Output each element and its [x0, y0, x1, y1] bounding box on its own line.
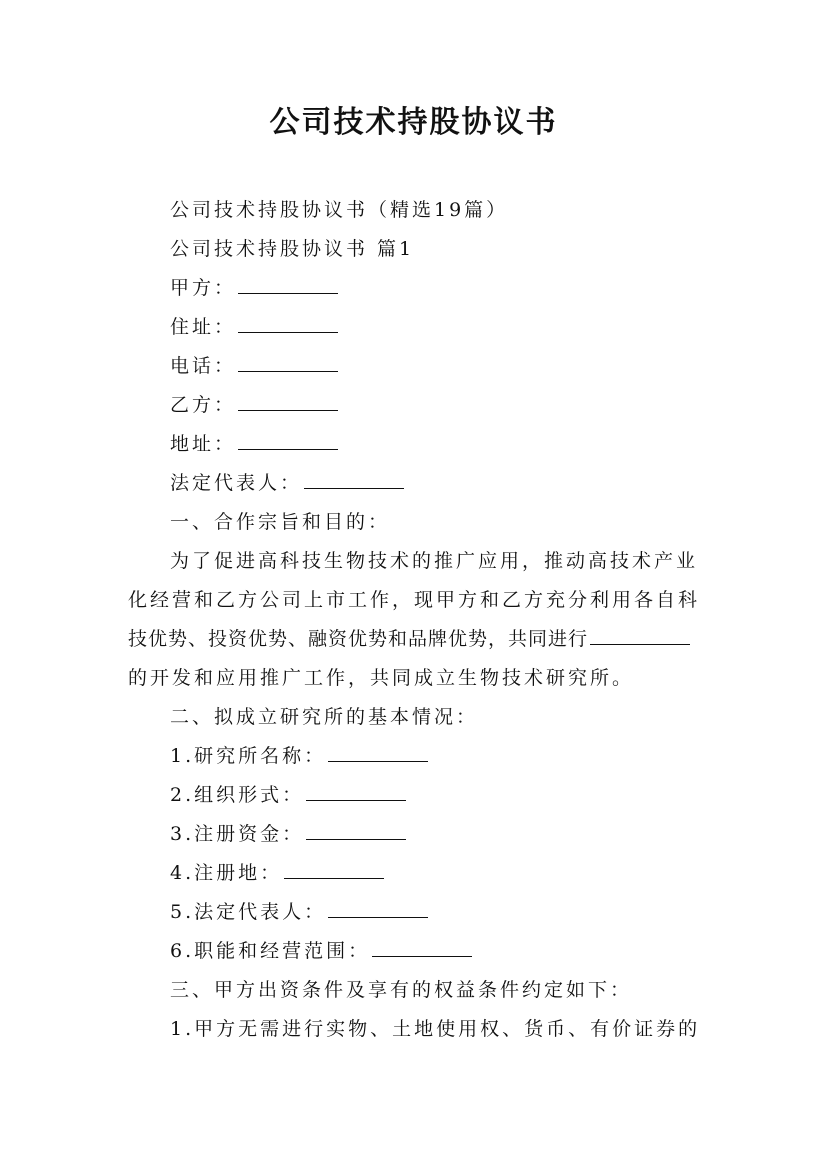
subtitle: 公司技术持股协议书（精选19篇）	[170, 199, 509, 221]
item6-blank	[372, 938, 472, 957]
item1-line	[170, 742, 428, 770]
clause3-item1: 1.甲方无需进行实物、土地使用权、货币、有价证券的	[170, 1018, 701, 1040]
legal-rep-blank	[304, 470, 404, 489]
document-title: 公司技术持股协议书	[269, 105, 558, 140]
phone-line	[170, 352, 338, 380]
clause1-paragraph-line3	[128, 625, 690, 653]
party-b-blank	[238, 392, 338, 411]
legal-rep-label: 法定代表人：	[170, 472, 303, 494]
party-b-label: 乙方：	[170, 394, 237, 416]
legal-rep-line	[170, 469, 404, 497]
party-a-blank	[238, 275, 338, 294]
address-blank	[238, 314, 338, 333]
phone-blank	[238, 353, 338, 372]
address-line	[170, 313, 338, 341]
clause3-heading: 三、甲方出资条件及享有的权益条件约定如下：	[170, 979, 633, 1001]
item4-label: 4.注册地：	[170, 862, 283, 884]
item3-blank	[306, 821, 406, 840]
clause1-paragraph-line1: 为了促进高科技生物技术的推广应用，推动高技术产业	[170, 550, 699, 572]
clause1-paragraph-line3-text: 技优势、投资优势、融资优势和品牌优势，共同进行	[128, 628, 589, 650]
address-label: 住址：	[170, 316, 237, 338]
address2-blank	[238, 431, 338, 450]
clause1-blank	[590, 626, 690, 645]
item1-blank	[328, 743, 428, 762]
item5-blank	[328, 899, 428, 918]
party-b-line	[170, 391, 338, 419]
item6-label: 6.职能和经营范围：	[170, 940, 371, 962]
item3-label: 3.注册资金：	[170, 823, 305, 845]
item4-line	[170, 859, 384, 887]
item6-line	[170, 937, 472, 965]
clause1-paragraph-line2: 化经营和乙方公司上市工作，现甲方和乙方充分利用各自科	[128, 589, 701, 611]
item2-line	[170, 781, 406, 809]
clause1-paragraph-line4: 的开发和应用推广工作，共同成立生物技术研究所。	[128, 667, 635, 689]
clause2-heading: 二、拟成立研究所的基本情况：	[170, 706, 479, 728]
phone-label: 电话：	[170, 355, 237, 377]
item3-line	[170, 820, 406, 848]
clause1-heading: 一、合作宗旨和目的：	[170, 511, 391, 533]
party-a-label: 甲方：	[170, 277, 237, 299]
address2-label: 地址：	[170, 433, 237, 455]
item1-label: 1.研究所名称：	[170, 745, 327, 767]
item5-line	[170, 898, 428, 926]
party-a-line	[170, 274, 338, 302]
item2-blank	[306, 782, 406, 801]
address2-line	[170, 430, 338, 458]
item2-label: 2.组织形式：	[170, 784, 305, 806]
item4-blank	[284, 860, 384, 879]
section-heading: 公司技术持股协议书 篇1	[170, 238, 415, 260]
item5-label: 5.法定代表人：	[170, 901, 327, 923]
